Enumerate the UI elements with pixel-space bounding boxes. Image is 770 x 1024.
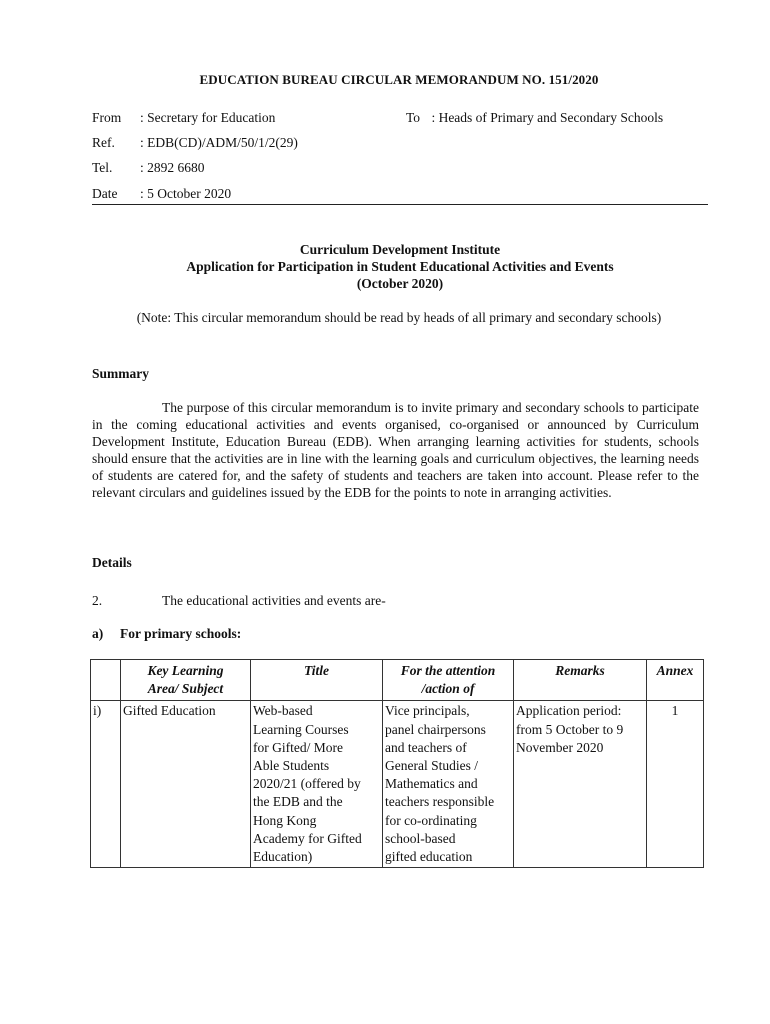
summary-heading: Summary xyxy=(92,366,149,381)
row-title-line: for Gifted/ More xyxy=(253,739,343,755)
memo-title: EDUCATION BUREAU CIRCULAR MEMORANDUM NO. 151/2020 xyxy=(199,72,599,87)
header-annex: Annex xyxy=(647,660,704,701)
tel-value: : 2892 6680 xyxy=(140,160,205,175)
reader-note: (Note: This circular memorandum should be read by heads of all primary and secondary schools) xyxy=(136,310,662,325)
row-title-line: Web-based xyxy=(253,703,313,719)
summary-paragraph: The purpose of this circular memorandum is to invite primary and secondary schools to participate in the coming educational activities and events organised, co-organised or announced by Curriculum Development Institute, Education Bureau (EDB). When arranging learning activities for students, schools should ensure that the activities are in line with the learning goals and curriculum objectives, the learning needs of students are catered for, and the safety of students and teachers are taken into account. Please refer to the relevant circulars and guidelines issued by the EDB for the points to note in arranging activities. xyxy=(92,400,699,500)
row-attention xyxy=(383,701,514,868)
row-attention-line: school-based xyxy=(385,830,456,846)
table-row xyxy=(91,701,704,868)
subsection-title: For primary schools: xyxy=(120,626,242,641)
row-remarks-line: November 2020 xyxy=(516,739,604,755)
header-attention xyxy=(383,660,514,701)
row-remarks xyxy=(514,701,647,868)
ref-value: : EDB(CD)/ADM/50/1/2(29) xyxy=(140,135,298,150)
header-index xyxy=(91,660,121,701)
header-attention-line2: /action of xyxy=(421,681,475,697)
row-title-line: Learning Courses xyxy=(253,721,349,737)
header-title: Title xyxy=(251,660,383,701)
header-remarks: Remarks xyxy=(514,660,647,701)
row-attention-line: General Studies / xyxy=(385,758,478,774)
activities-table xyxy=(90,659,704,868)
row-title-line: Education) xyxy=(253,849,313,865)
row-title-line: Able Students xyxy=(253,758,330,774)
tel-label: Tel. xyxy=(92,160,113,175)
to-label: To xyxy=(406,110,421,125)
row-title-line: Hong Kong xyxy=(253,812,317,828)
from-value: : Secretary for Education xyxy=(140,110,276,125)
row-remarks-line: from 5 October to 9 xyxy=(516,721,624,737)
row-index: i) xyxy=(91,701,121,868)
paragraph-number: 2. xyxy=(92,593,103,608)
header-kla-line1: Key Learning xyxy=(147,663,224,678)
row-attention-line: for co-ordinating xyxy=(385,812,477,828)
to-row xyxy=(406,110,663,126)
subsection-label: a) xyxy=(92,626,104,641)
row-title xyxy=(251,701,383,868)
institute-title: Curriculum Development Institute xyxy=(299,242,501,257)
date-label: Date xyxy=(92,186,118,201)
details-heading: Details xyxy=(92,555,132,570)
header-kla xyxy=(121,660,251,701)
ref-label: Ref. xyxy=(92,135,115,150)
row-attention-line: teachers responsible xyxy=(385,794,495,810)
row-title-line: Academy for Gifted xyxy=(253,830,362,846)
application-title: Application for Participation in Student Educational Activities and Events xyxy=(186,259,614,274)
row-title-line: the EDB and the xyxy=(253,794,343,810)
row-attention-line: Vice principals, xyxy=(385,703,470,719)
header-divider xyxy=(92,204,708,205)
period-title: (October 2020) xyxy=(356,276,444,291)
row-attention-line: gifted education xyxy=(385,849,473,865)
row-annex: 1 xyxy=(647,701,704,868)
row-attention-line: panel chairpersons xyxy=(385,721,486,737)
row-attention-line: and teachers of xyxy=(385,739,467,755)
row-kla: Gifted Education xyxy=(121,701,251,868)
row-attention-line: Mathematics and xyxy=(385,776,478,792)
header-attention-line1: For the attention xyxy=(400,663,496,678)
from-label: From xyxy=(92,110,122,125)
to-value: : Heads of Primary and Secondary Schools xyxy=(431,110,664,125)
header-kla-line2: Area/ Subject xyxy=(147,681,224,697)
row-remarks-line: Application period: xyxy=(516,703,622,719)
table-header-row xyxy=(91,660,704,701)
row-title-line: 2020/21 (offered by xyxy=(253,776,361,792)
paragraph-text: The educational activities and events are- xyxy=(162,593,386,608)
date-value: : 5 October 2020 xyxy=(140,186,232,201)
